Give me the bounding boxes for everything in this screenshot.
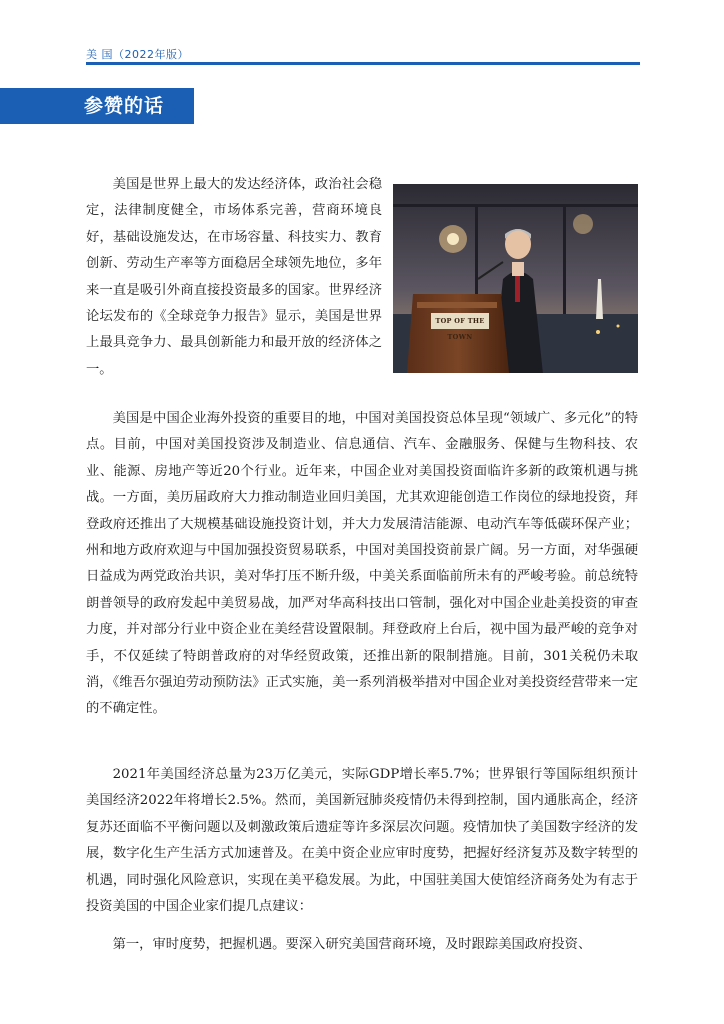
paragraph-2: 美国是中国企业海外投资的重要目的地，中国对美国投资总体呈现“领域广、多元化”的特点。目前，中国对美国投资涉及制造业、信息通信、汽车、金融服务、保健与生物科技、农业、能源、房地产等近20个行业。近年来，中国企业对美国投资面临许多新的政策机遇与挑战。一方面，美历届政府大力推动制造业回归美国，尤其欢迎能创造工作岗位的绿地投资，拜登政府还推出了大规模基础设施投资计划，并大力发展清洁能源、电动汽车等低碳环保产业；州和地方政府欢迎与中国加强投资贸易联系，中国对美国投资前景广阔。另一方面，对华强硬日益成为两党政治共识，美对华打压不断升级，中美关系面临前所未有的严峻考验。前总统特朗普领导的政府发起中美贸易战，加严对华高科技出口管制，强化对中国企业赴美投资的审查力度，并对部分行业中资企业在美经营设置限制。拜登政府上台后，视中国为最严峻的竞争对手，不仅延续了特朗普政府的对华经贸政策，还推出新的限制措施。目前，301关税仍未取消，《维吾尔强迫劳动预防法》正式实施，美一系列消极举措对中国企业对美投资经营带来一定的不确定性。 [86, 411, 638, 717]
header-rule [86, 62, 640, 65]
running-header: 美 国（2022年版） [86, 48, 189, 61]
paragraph-3: 2021年美国经济总量为23万亿美元，实际GDP增长率5.7%；世界银行等国际组织预计美国经济2022年将增长2.5%。然而，美国新冠肺炎疫情仍未得到控制，国内通胀高企，经济复苏还面临不平衡问题以及刺激政策后遗症等许多深层次问题。疫情加快了美国数字经济的发展，数字化生产生活方式加速普及。在美中资企业应审时度势，把握好经济复苏及数字转型的机遇，同时强化风险意识，实现在美平稳发展。为此，中国驻美国大使馆经济商务处为有志于投资美国的中国企业家们提几点建议： [86, 767, 638, 915]
paragraph-1: 美国是世界上最大的发达经济体，政治社会稳定，法律制度健全，市场体系完善，营商环境良好，基础设施发达，在市场容量、科技实力、教育创新、劳动生产率等方面稳居全球领先地位，多年来一直是吸引外商直接投资最多的国家。世界经济论坛发布的《全球竞争力报告》显示，美国是世界上最具竞争力、最具创新能力和最开放的经济体之一。 [86, 177, 382, 377]
speaker-photo [393, 184, 638, 373]
podium-sign: TOP OF THE TOWN [431, 313, 489, 329]
paragraph-4: 第一，审时度势，把握机遇。要深入研究美国营商环境，及时跟踪美国政府投资、 [112, 937, 592, 952]
section-title: 参赞的话 [0, 88, 194, 124]
photo-graphic [393, 184, 638, 373]
